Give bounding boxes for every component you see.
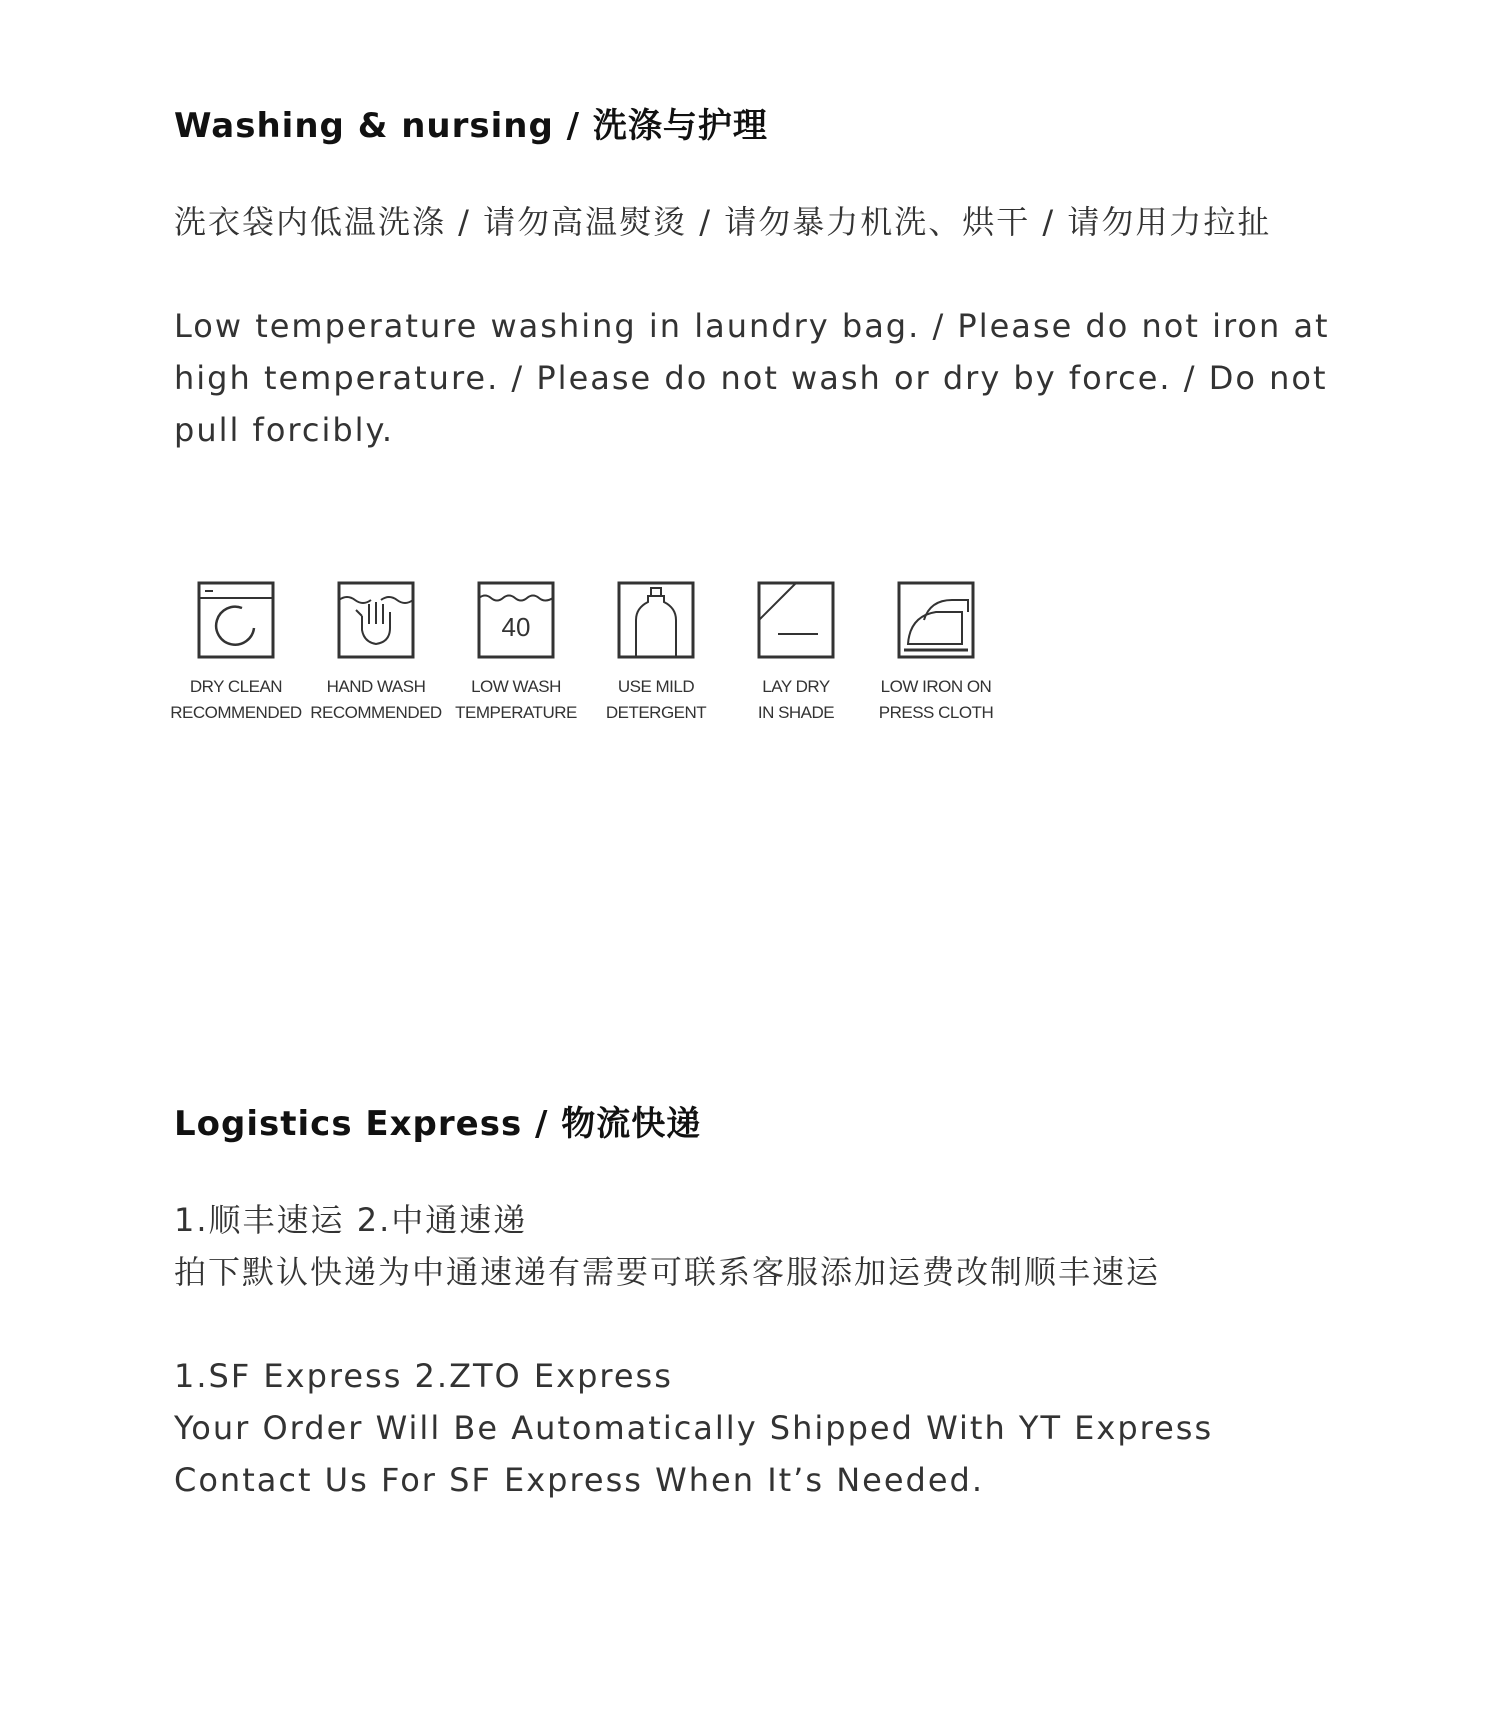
logistics-en-line-3: Contact Us For SF Express When It’s Needed. [174,1461,984,1499]
logistics-cn-line-2: 拍下默认快递为中通速递有需要可联系客服添加运费改制顺丰速运 [174,1253,1161,1291]
care-label-low-wash: LOW WASH TEMPERATURE [455,677,577,722]
care-item-low-iron [866,580,1006,726]
care-label-dry-clean: DRY CLEAN RECOMMENDED [170,677,302,722]
care-icons-row [166,580,1006,726]
logistics-section [174,1098,1334,1506]
care-item-low-wash [446,580,586,726]
care-label-mild-detergent: USE MILD DETERGENT [605,677,707,722]
lay-dry-shade-icon [756,580,836,660]
care-item-lay-dry [726,580,866,726]
washing-en-text: Low temperature washing in laundry bag. / Please do not iron at high temperature. / Please do not wash or dry by force. / Do not pull forcibly. [174,307,1330,449]
washing-section [174,100,1334,456]
iron-icon [896,580,976,660]
logistics-en-line-1: 1.SF Express 2.ZTO Express [174,1357,673,1395]
care-label-hand-wash: HAND WASH RECOMMENDED [310,677,442,722]
care-item-hand-wash [306,580,446,726]
logistics-en-line-2: Your Order Will Be Automatically Shipped With YT Express [174,1409,1214,1447]
wash-40-icon [476,580,556,660]
care-item-mild-detergent [586,580,726,726]
washing-machine-icon [196,580,276,660]
care-item-dry-clean [166,580,306,726]
care-label-lay-dry: LAY DRY IN SHADE [757,677,835,722]
care-label-low-iron: LOW IRON ON PRESS CLOTH [878,677,994,722]
wash-temperature-number: 40 [501,612,531,642]
logistics-title: Logistics Express / 物流快递 [174,1104,702,1144]
washing-cn-text: 洗衣袋内低温洗涤 / 请勿高温熨烫 / 请勿暴力机洗、烘干 / 请勿用力拉扯 [174,203,1272,241]
washing-title: Washing & nursing / 洗涤与护理 [174,106,768,146]
detergent-bottle-icon [616,580,696,660]
logistics-cn-line-1: 1.顺丰速运 2.中通速递 [174,1201,528,1239]
hand-wash-icon [336,580,416,660]
